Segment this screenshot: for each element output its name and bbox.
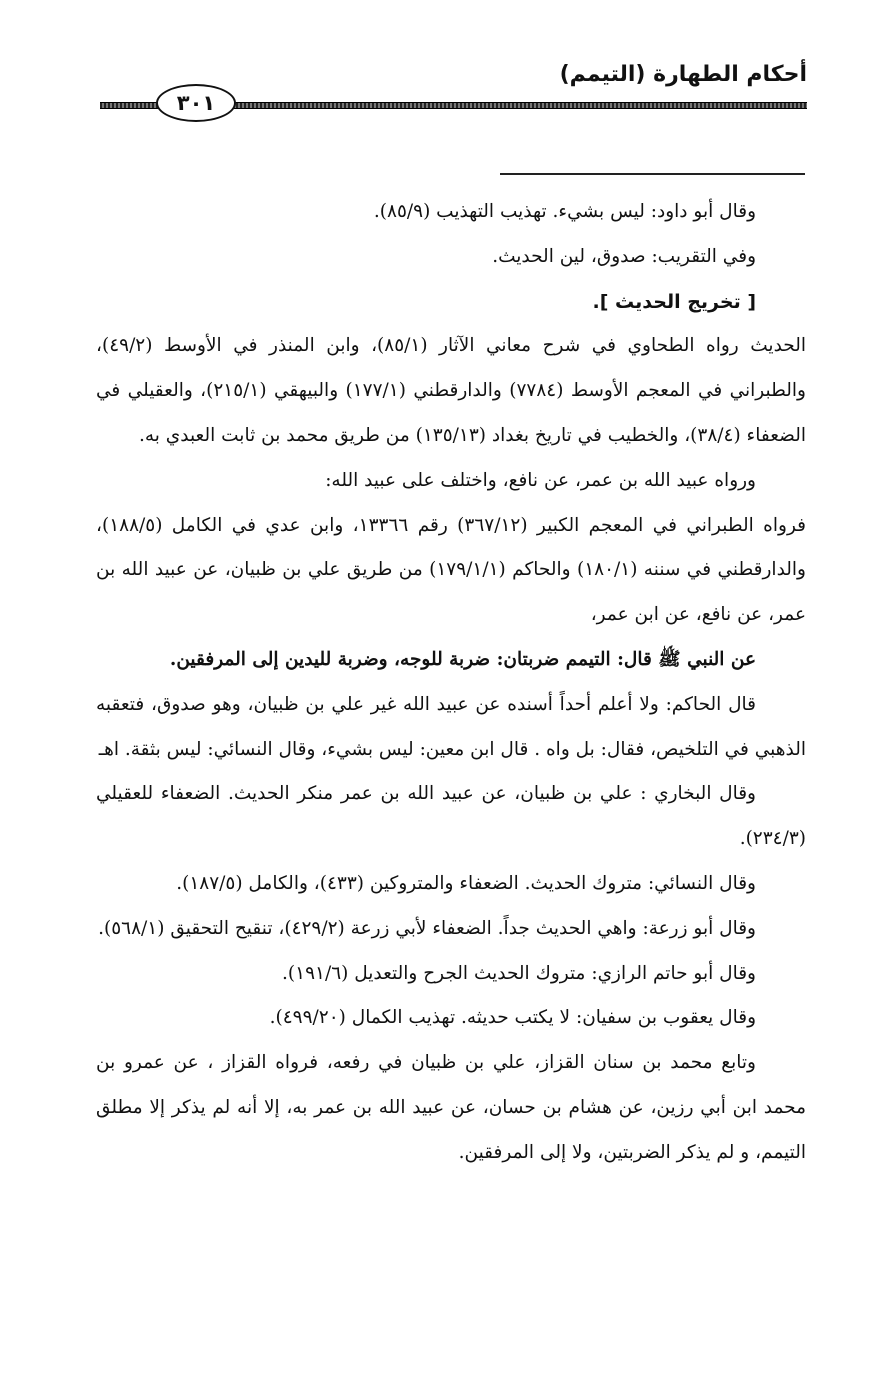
- paragraph-taqrib: وفي التقريب: صدوق، لين الحديث.: [492, 245, 756, 267]
- footnote-separator: [500, 173, 805, 175]
- paragraph-ubaydullah: ورواه عبيد الله بن عمر، عن نافع، واختلف على عبيد الله:: [325, 469, 756, 491]
- page-body: [96, 190, 806, 1176]
- paragraph-takhrij: الحديث رواه الطحاوي في شرح معاني الآثار (٨٥/١)، وابن المنذر في الأوسط (٤٩/٢)، والطبراني في المعجم الأوسط (٧٧٨٤) والدارقطني (١٧٧/١) والبيهقي (٢١٥/١)، والعقيلي في الضعفاء (٣٨/٤)، والخطيب في تاريخ بغداد (١٣٥/١٣) من طريق محمد بن ثابت العبدي به.: [96, 335, 806, 446]
- paragraph-tabarani: فرواه الطبراني في المعجم الكبير (٣٦٧/١٢) رقم ١٣٣٦٦، وابن عدي في الكامل (١٨٨/٥)، والدارقطني في سننه (١٨٠/١) والحاكم (١٧٩/١/١) من طريق علي بن ظبيان، عن عبيد الله بن عمر، عن نافع، عن ابن عمر،: [96, 514, 806, 626]
- book-title: أحكام الطهارة (التيمم): [559, 62, 807, 87]
- paragraph-qazzaz: وتابع محمد بن سنان القزاز، علي بن ظبيان في رفعه، فرواه القزاز ، عن عمرو بن محمد ابن أبي رزين، عن هشام بن حسان، عن عبيد الله بن عمر به، إلا أنه لم يذكر إلا مطلق التيمم، و لم يذكر الضربتين، ولا إلى المرفقين.: [96, 1052, 806, 1163]
- paragraph-nasai: وقال النسائي: متروك الحديث. الضعفاء والمتروكين (٤٣٣)، والكامل (١٨٧/٥).: [176, 872, 756, 894]
- paragraph-bukhari: وقال البخاري : علي بن ظبيان، عن عبيد الله بن عمر منكر الحديث. الضعفاء للعقيلي (٢٣٤/٣).: [96, 783, 806, 850]
- paragraph-abu-dawud: وقال أبو داود: ليس بشيء. تهذيب التهذيب (٨٥/٩).: [373, 201, 756, 222]
- hadith-text: عن النبي ﷺ قال: التيمم ضربتان: ضربة للوجه، وضربة لليدين إلى المرفقين.: [169, 648, 756, 670]
- paragraph-abu-hatim: وقال أبو حاتم الرازي: متروك الحديث الجرح والتعديل (١٩١/٦).: [282, 962, 756, 984]
- page-header: [0, 56, 879, 126]
- page-number: ٣٠١: [156, 84, 236, 122]
- paragraph-hakim: قال الحاكم: ولا أعلم أحداً أسنده عن عبيد الله غير علي بن ظبيان، وهو صدوق، فتعقبه الذهبي في التلخيص، فقال: بل واه . قال ابن معين: ليس بشيء، وقال النسائي: ليس بثقة. اهـ: [96, 693, 806, 760]
- section-heading-takhrij: [ تخريج الحديث ].: [592, 290, 756, 313]
- paragraph-abu-zurah: وقال أبو زرعة: واهي الحديث جداً. الضعفاء لأبي زرعة (٤٢٩/٢)، تنقيح التحقيق (٥٦٨/١).: [98, 917, 756, 939]
- paragraph-yaqub: وقال يعقوب بن سفيان: لا يكتب حديثه. تهذيب الكمال (٤٩٩/٢٠).: [269, 1007, 756, 1029]
